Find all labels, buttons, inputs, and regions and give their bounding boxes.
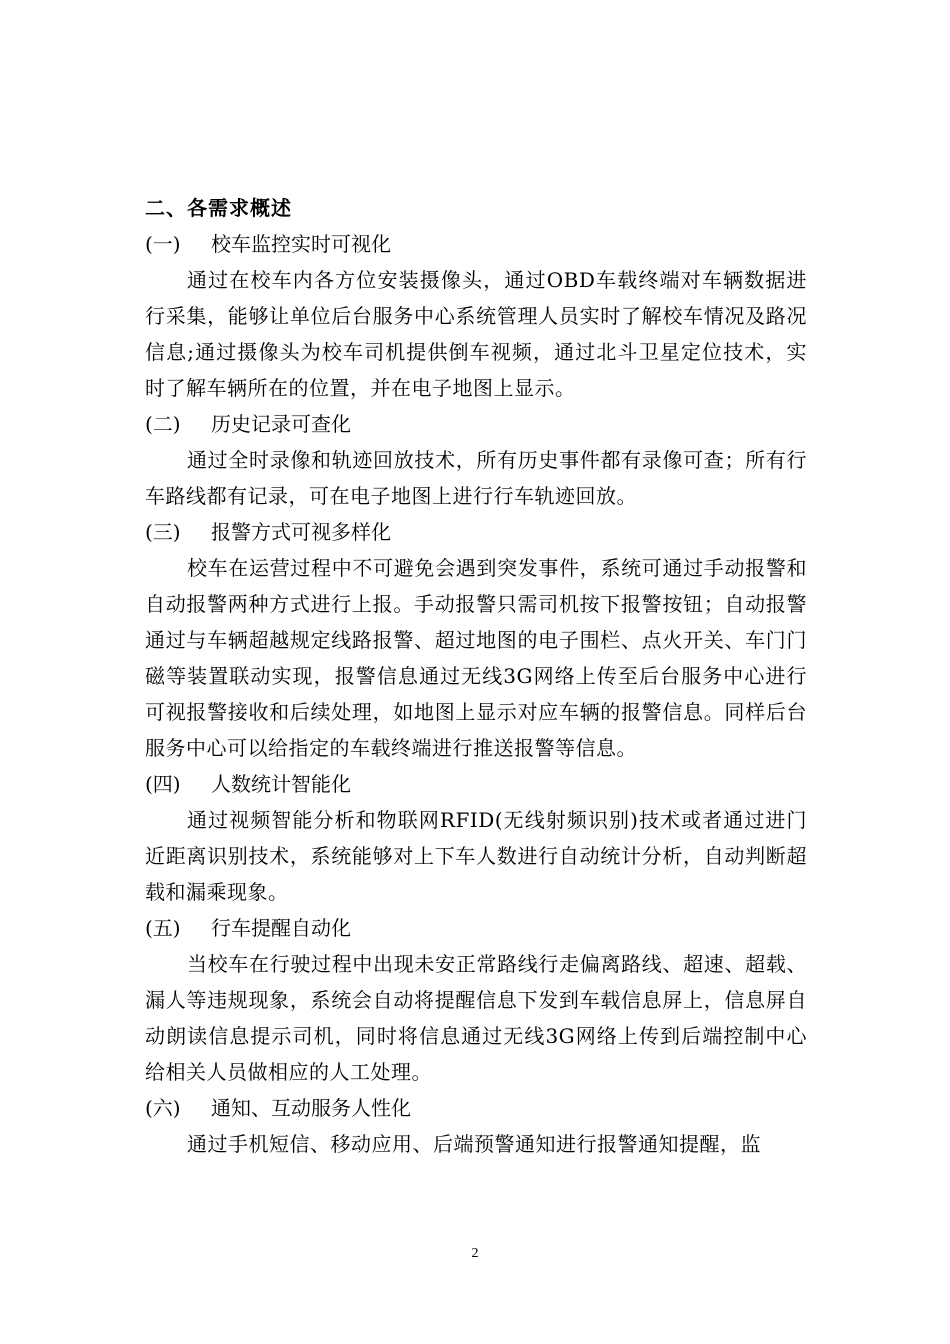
subsection-title: 校车监控实时可视化 [211, 232, 391, 256]
subsection-6 [145, 1090, 807, 1162]
section-title: 二、各需求概述 [145, 196, 292, 220]
subsection-5 [145, 910, 807, 1090]
paragraph: 通过全时录像和轨迹回放技术，所有历史事件都有录像可查；所有行车路线都有记录，可在电子地图上进行行车轨迹回放。 [145, 448, 807, 508]
paragraph: 当校车在行驶过程中出现未安正常路线行走偏离路线、超速、超载、漏人等违规现象，系统会自动将提醒信息下发到车载信息屏上，信息屏自动朗读信息提示司机，同时将信息通过无线3G网络上传到后端控制中心给相关人员做相应的人工处理。 [145, 952, 807, 1084]
subsection-4 [145, 766, 807, 910]
subsection-number: (六) [145, 1096, 181, 1120]
subsection-heading [145, 226, 807, 262]
subsection-number: (二) [145, 412, 181, 436]
subsection-number: (一) [145, 232, 181, 256]
subsection-title: 报警方式可视多样化 [211, 520, 391, 544]
subsection-title: 通知、互动服务人性化 [211, 1096, 411, 1120]
subsection-heading [145, 910, 807, 946]
subsection-number: (五) [145, 916, 181, 940]
page-number: 2 [471, 1246, 479, 1261]
subsection-3 [145, 514, 807, 766]
paragraph: 通过手机短信、移动应用、后端预警通知进行报警通知提醒，监 [187, 1132, 761, 1156]
paragraph: 校车在运营过程中不可避免会遇到突发事件，系统可通过手动报警和自动报警两种方式进行上报。手动报警只需司机按下报警按钮；自动报警通过与车辆超越规定线路报警、超过地图的电子围栏、点火开关、车门门磁等装置联动实现，报警信息通过无线3G网络上传至后台服务中心进行可视报警接收和后续处理，如地图上显示对应车辆的报警信息。同样后台服务中心可以给指定的车载终端进行推送报警等信息。 [145, 556, 807, 760]
subsection-heading [145, 514, 807, 550]
subsection-title: 历史记录可查化 [211, 412, 351, 436]
subsection-number: (三) [145, 520, 181, 544]
paragraph: 通过在校车内各方位安装摄像头，通过OBD车载终端对车辆数据进行采集，能够让单位后台服务中心系统管理人员实时了解校车情况及路况信息;通过摄像头为校车司机提供倒车视频，通过北斗卫星定位技术，实时了解车辆所在的位置，并在电子地图上显示。 [145, 268, 807, 400]
subsection-heading [145, 766, 807, 802]
subsection-2 [145, 406, 807, 514]
subsection-heading [145, 1090, 807, 1126]
subsection-1 [145, 226, 807, 406]
subsection-heading [145, 406, 807, 442]
subsection-title: 人数统计智能化 [211, 772, 351, 796]
paragraph: 通过视频智能分析和物联网RFID(无线射频识别)技术或者通过进门近距离识别技术，系统能够对上下车人数进行自动统计分析，自动判断超载和漏乘现象。 [145, 808, 807, 904]
document-body [145, 190, 807, 1162]
subsection-title: 行车提醒自动化 [211, 916, 351, 940]
subsection-number: (四) [145, 772, 181, 796]
